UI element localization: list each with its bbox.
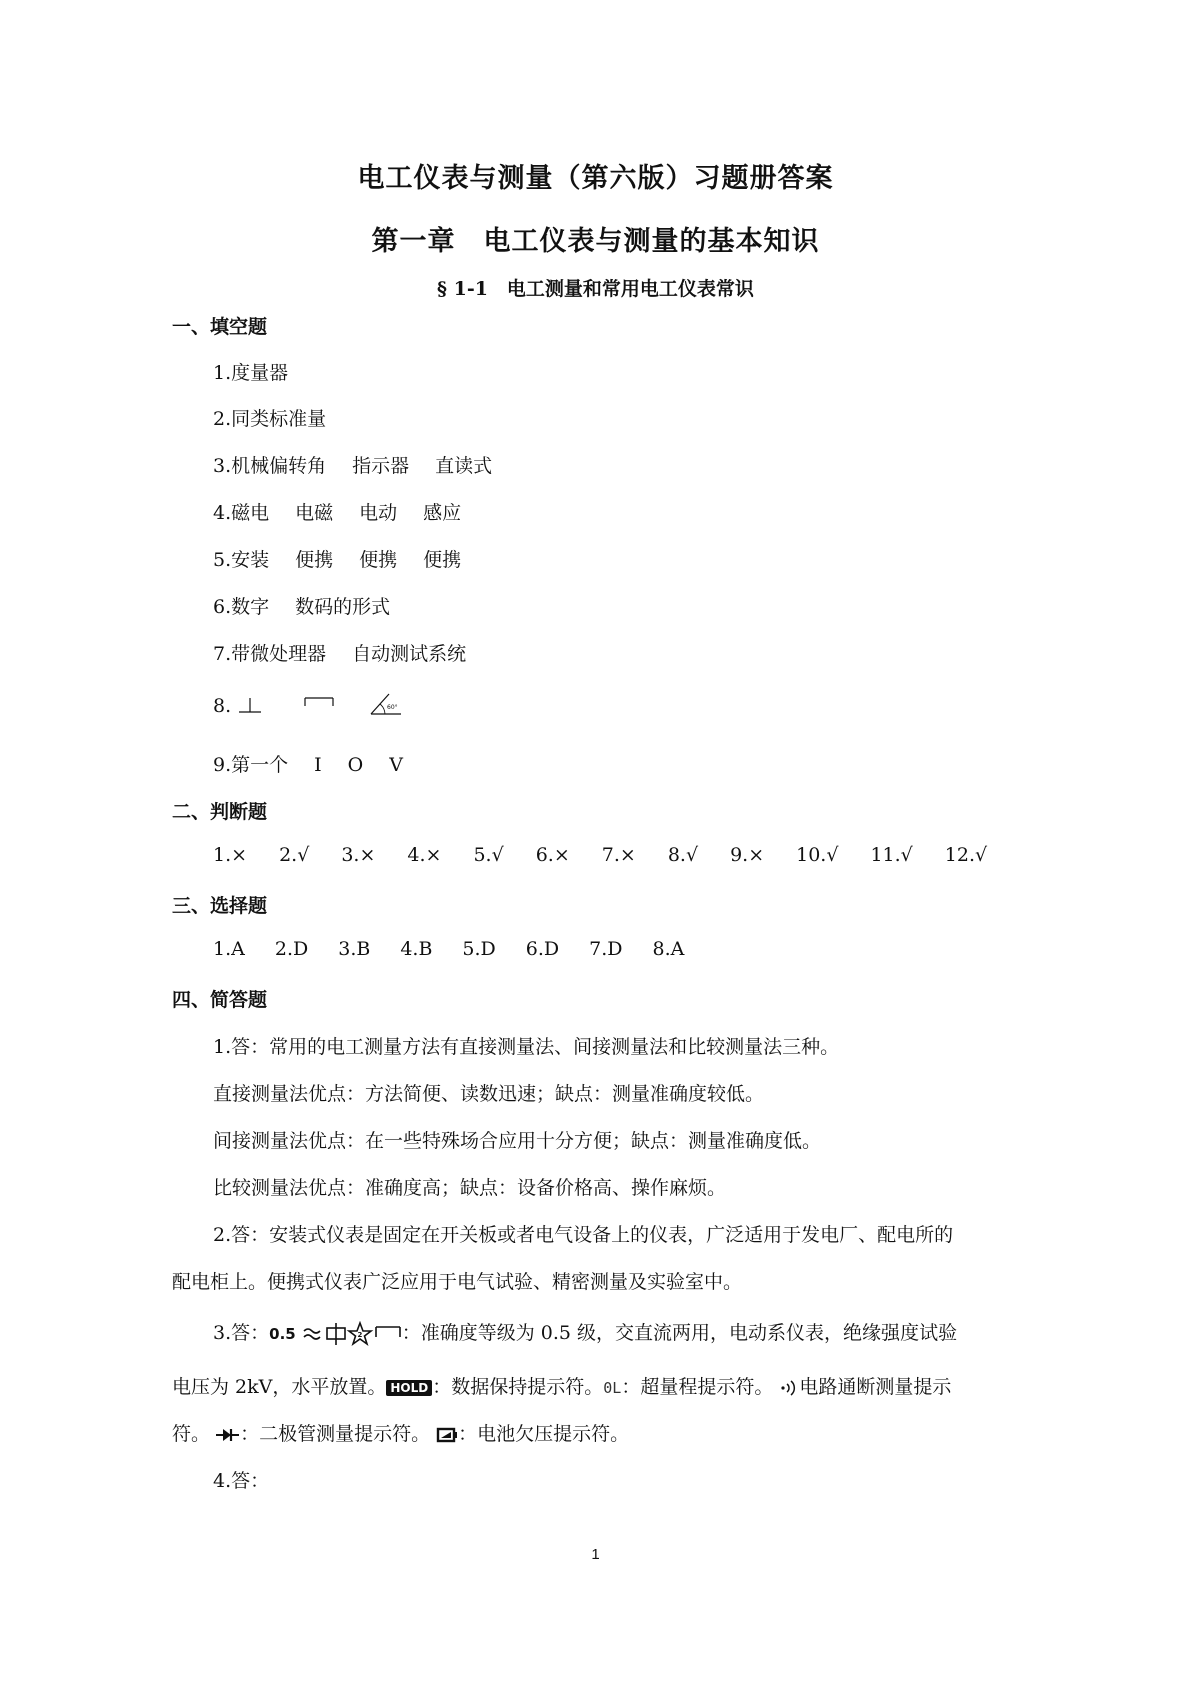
judge-answer: 5.√ xyxy=(473,844,504,866)
horizontal-position-icon xyxy=(376,1327,400,1337)
answer-3-prefix: 3.答： xyxy=(213,1322,270,1344)
heading-fill-blank: 一、填空题 xyxy=(172,316,268,338)
answer-3-desc1: ：准确度等级为 0.5 级，交直流两用，电动系仪表，绝缘强度试验 xyxy=(401,1322,958,1344)
fill-item-4-part: 电磁 xyxy=(295,502,334,524)
answer-2-line2: 配电柜上。便携式仪表广泛应用于电气试验、精密测量及实验室中。 xyxy=(172,1271,743,1293)
fill-item-9-part: I xyxy=(314,754,322,776)
overload-icon: 0L xyxy=(603,1379,622,1397)
judge-answer: 3.× xyxy=(341,844,376,866)
fill-item-8-prefix: 8. xyxy=(213,695,232,717)
fill-item-5-part: 5.安装 xyxy=(213,549,270,571)
choice-answer: 5.D xyxy=(462,938,496,960)
low-battery-desc: ：电池欠压提示符。 xyxy=(458,1423,630,1445)
fill-item-3-part: 直读式 xyxy=(435,455,493,477)
fill-item-6 xyxy=(213,592,390,619)
insulation-test-star-icon xyxy=(349,1323,371,1344)
fill-item-5-part: 便携 xyxy=(423,549,462,571)
page-number: 1 xyxy=(591,1546,600,1563)
fill-item-1-text: 1.度量器 xyxy=(213,362,289,384)
judge-answer: 10.√ xyxy=(796,844,839,866)
judge-answer: 6.× xyxy=(535,844,570,866)
fill-item-5-part: 便携 xyxy=(359,549,398,571)
fill-item-3-part: 指示器 xyxy=(352,455,410,477)
continuity-desc: 电路通断测量提示 xyxy=(799,1376,952,1398)
answer-3-suffix: 符。 xyxy=(172,1423,211,1445)
fill-item-1 xyxy=(213,358,288,385)
hold-desc: ：数据保持提示符。 xyxy=(432,1376,604,1398)
section-title: § 1-1 电工测量和常用电工仪表常识 xyxy=(437,278,754,300)
judge-answer: 11.√ xyxy=(870,844,913,866)
meter-symbols xyxy=(302,1321,402,1347)
judge-answer: 1.× xyxy=(213,844,248,866)
judge-answer: 4.× xyxy=(407,844,442,866)
answer-1-indirect: 间接测量法优点：在一些特殊场合应用十分方便；缺点：测量准确度低。 xyxy=(213,1130,822,1152)
choice-answer: 8.A xyxy=(652,938,685,960)
fill-item-4-part: 4.磁电 xyxy=(213,502,270,524)
chapter-title: 第一章 电工仪表与测量的基本知识 xyxy=(371,226,820,257)
fill-item-5 xyxy=(213,545,461,572)
horizontal-position-icon xyxy=(305,698,333,706)
choice-answer: 3.B xyxy=(338,938,371,960)
panel-position-symbols xyxy=(237,692,447,722)
fill-item-4 xyxy=(213,498,461,525)
fill-item-6-part: 数码的形式 xyxy=(295,596,391,618)
fill-item-7-part: 自动测试系统 xyxy=(352,643,467,665)
judge-answers xyxy=(213,844,1019,866)
choice-answer: 6.D xyxy=(525,938,560,960)
fill-item-9 xyxy=(213,750,403,777)
diode-icon xyxy=(216,1427,240,1443)
overload-desc: ：超量程提示符。 xyxy=(621,1376,774,1398)
angle-label: 60° xyxy=(387,704,398,711)
fill-item-8 xyxy=(213,692,447,722)
judge-answer: 2.√ xyxy=(279,844,310,866)
vertical-position-icon xyxy=(239,698,261,712)
answer-3-voltage: 电压为 2kV，水平放置。 xyxy=(172,1376,387,1398)
accuracy-class-label: 0.5 xyxy=(269,1325,296,1343)
answer-3-line2 xyxy=(172,1372,951,1399)
heading-short-answer: 四、简答题 xyxy=(172,989,268,1011)
fill-item-9-part: V xyxy=(389,754,403,776)
fill-item-9-part: O xyxy=(347,754,364,776)
electrodynamic-meter-icon xyxy=(327,1323,345,1345)
continuity-beeper-icon xyxy=(779,1379,799,1397)
fill-item-2-text: 2.同类标准量 xyxy=(213,408,327,430)
answer-3-line1 xyxy=(213,1318,957,1347)
choice-answer: 2.D xyxy=(274,938,309,960)
answer-4: 4.答： xyxy=(213,1470,270,1492)
document-title: 电工仪表与测量（第六版）习题册答案 xyxy=(357,163,834,194)
tilted-position-icon xyxy=(371,694,401,714)
hold-icon: HOLD xyxy=(386,1380,432,1396)
judge-answer: 7.× xyxy=(601,844,636,866)
answer-1-compare: 比较测量法优点：准确度高；缺点：设备价格高、操作麻烦。 xyxy=(213,1177,727,1199)
low-battery-icon xyxy=(436,1426,458,1444)
fill-item-6-part: 6.数字 xyxy=(213,596,270,618)
judge-answer: 12.√ xyxy=(944,844,988,866)
fill-item-4-part: 电动 xyxy=(359,502,398,524)
answer-3-line3 xyxy=(172,1419,629,1446)
ac-dc-icon xyxy=(304,1329,320,1339)
diode-desc: ：二极管测量提示符。 xyxy=(240,1423,431,1445)
fill-item-9-part: 9.第一个 xyxy=(213,754,289,776)
fill-item-7 xyxy=(213,639,466,666)
heading-judge: 二、判断题 xyxy=(172,801,268,823)
heading-choice: 三、选择题 xyxy=(172,895,268,917)
fill-item-7-part: 7.带微处理器 xyxy=(213,643,327,665)
svg-text:2: 2 xyxy=(357,1331,363,1339)
fill-item-3-part: 3.机械偏转角 xyxy=(213,455,327,477)
judge-answer: 9.× xyxy=(730,844,765,866)
choice-answer: 1.A xyxy=(213,938,245,960)
choice-answers xyxy=(213,938,714,960)
fill-item-2 xyxy=(213,404,326,431)
fill-item-3 xyxy=(213,451,492,478)
judge-answer: 8.√ xyxy=(667,844,699,866)
fill-item-4-part: 感应 xyxy=(423,502,462,524)
answer-2-line1: 2.答：安装式仪表是固定在开关板或者电气设备上的仪表，广泛适用于发电厂、配电所的 xyxy=(213,1224,954,1246)
answer-1: 1.答：常用的电工测量方法有直接测量法、间接测量法和比较测量法三种。 xyxy=(213,1036,840,1058)
choice-answer: 7.D xyxy=(589,938,623,960)
fill-item-5-part: 便携 xyxy=(295,549,334,571)
answer-1-direct: 直接测量法优点：方法简便、读数迅速；缺点：测量准确度较低。 xyxy=(213,1083,765,1105)
choice-answer: 4.B xyxy=(400,938,433,960)
